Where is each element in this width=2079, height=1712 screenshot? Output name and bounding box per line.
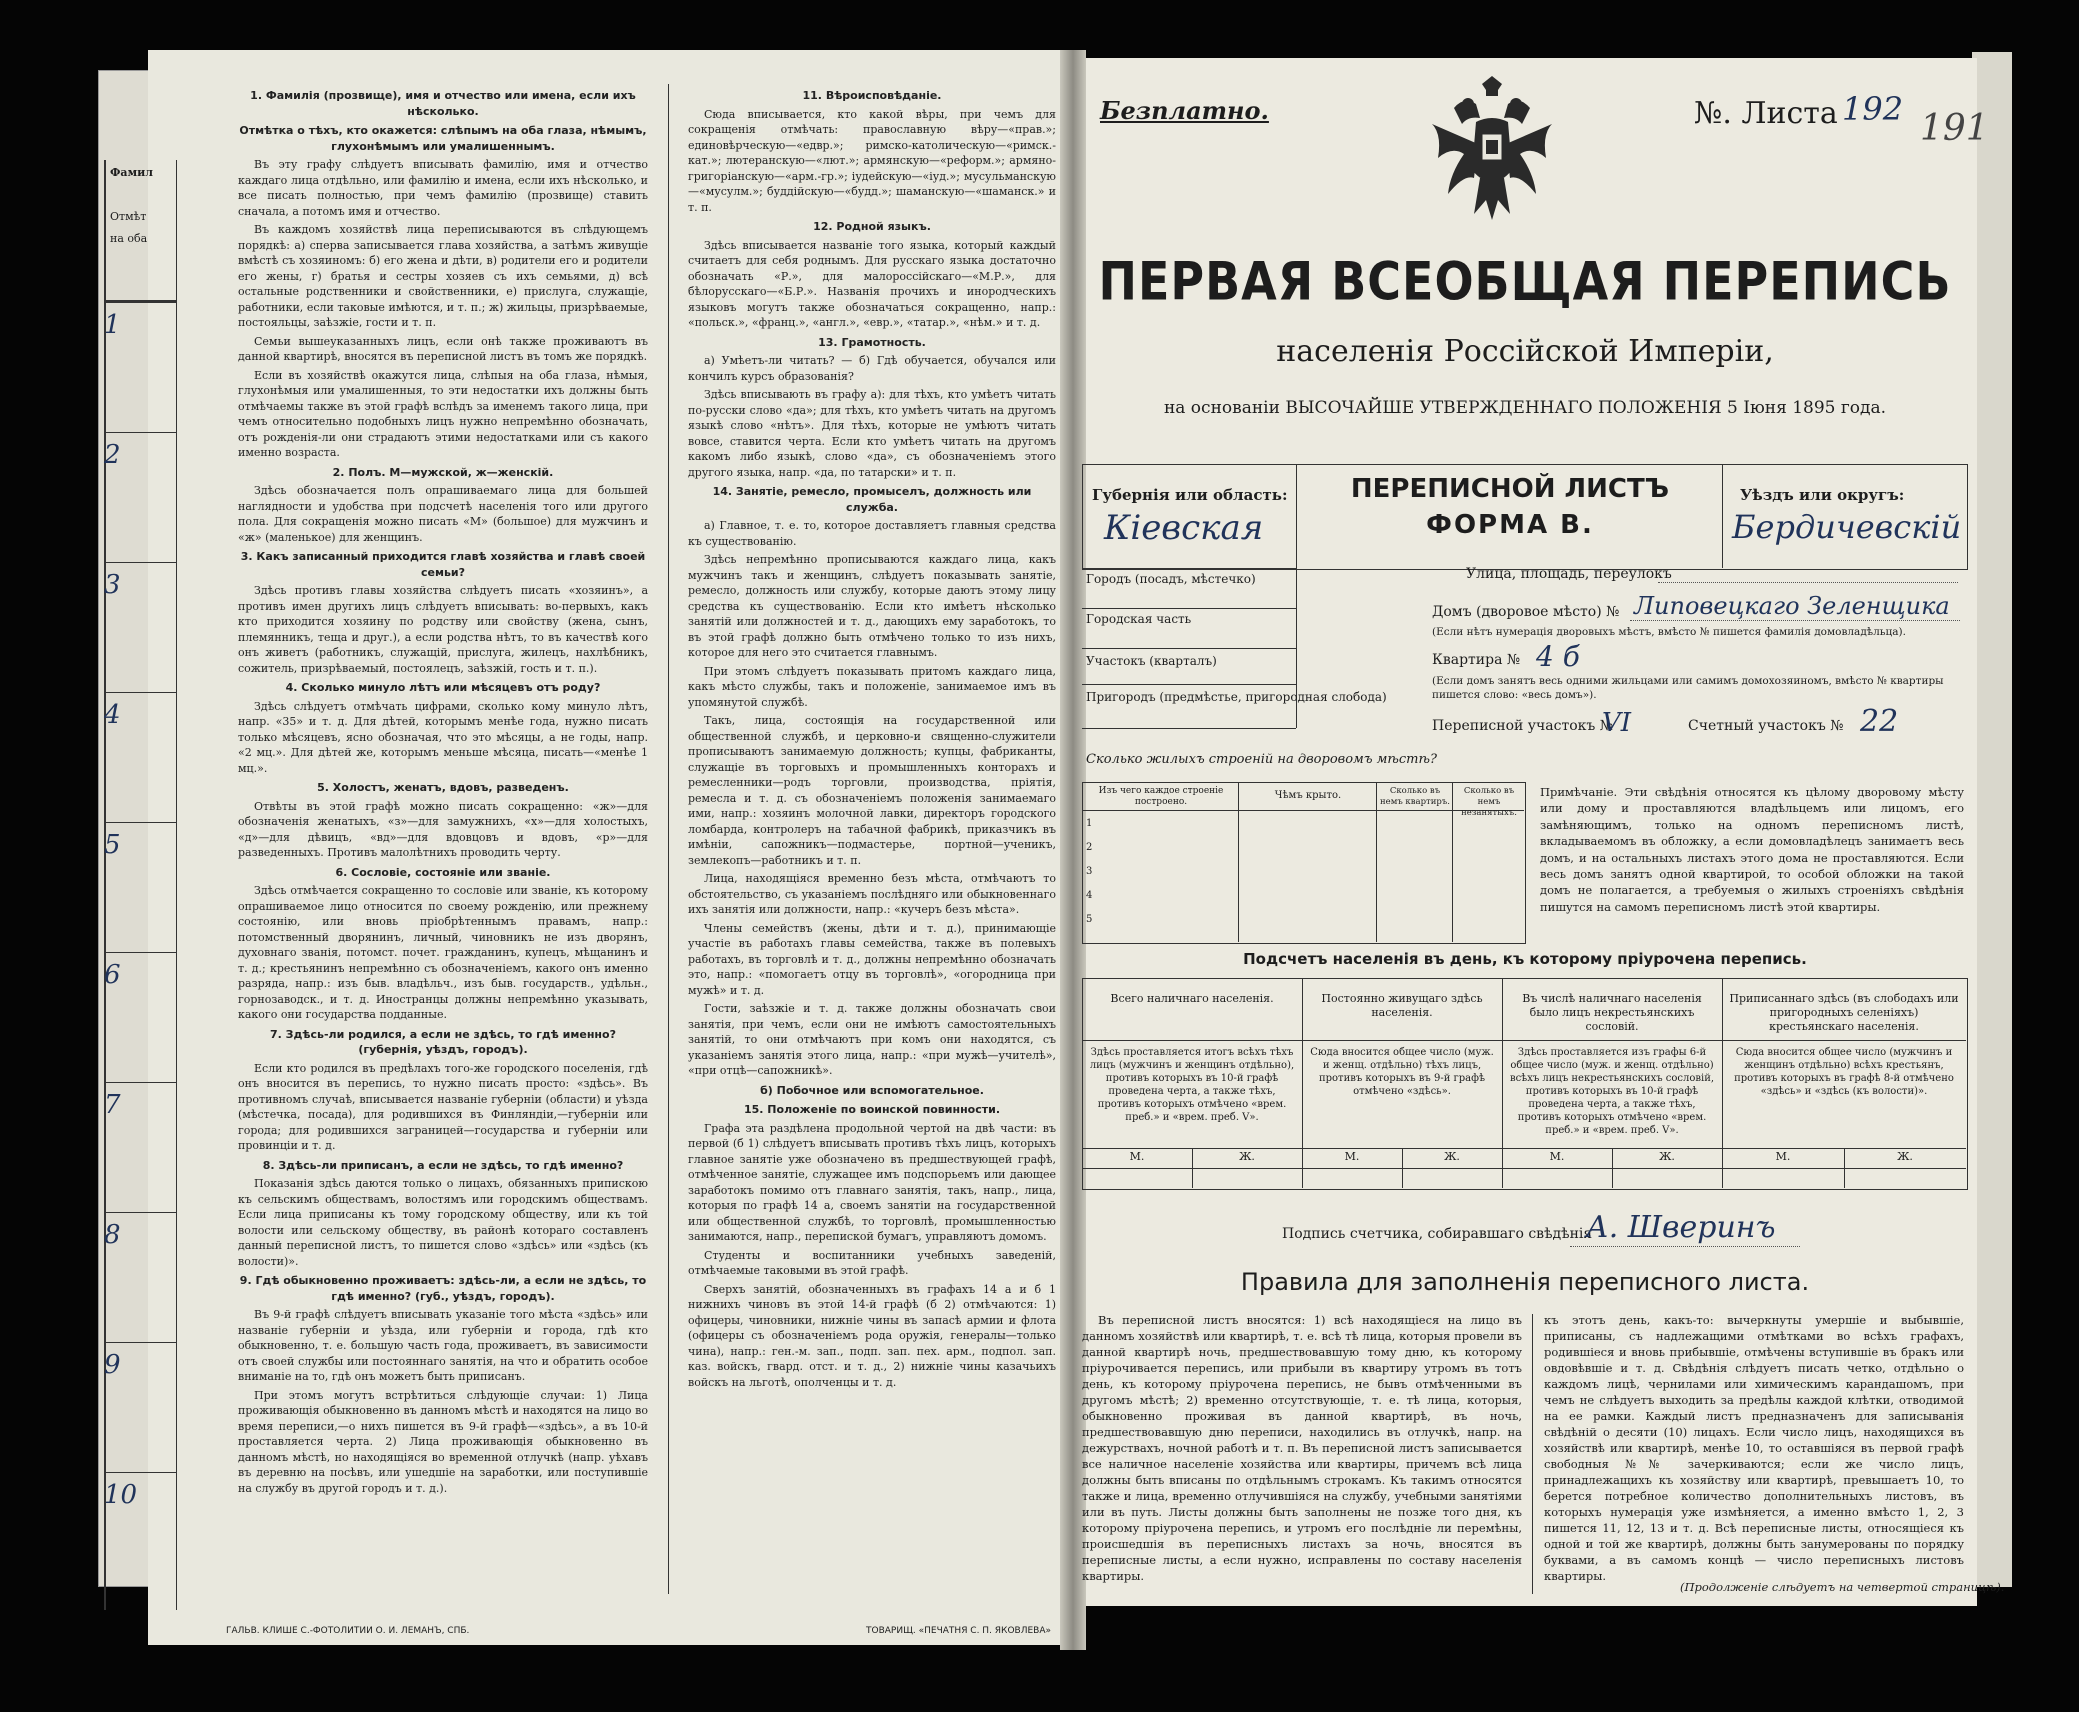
instruction-paragraph: Если въ хозяйствѣ окажутся лица, слѣпыя на оба глаза, нѣмыя, глухонѣмыя или умалишенныя, то эти недостатки ихъ должны быть отмѣчаемы также въ этой графѣ вслѣдъ за именемъ такого лица, при чемъ относительно подобныхъ лицъ нужно непремѣнно обозначать, отъ рожденія-ли они страдаютъ этими недостатками или съ какого именно возраста.	[238, 368, 648, 459]
signature-label: Подпись счетчика, собиравшаго свѣдѣнія	[1282, 1226, 1593, 1242]
instruction-paragraph: а) Главное, т. е. то, которое доставляетъ главныя средства къ существованію.	[688, 519, 1056, 548]
podschet-description: Здѣсь проставляется изъ графы 6-й общее число (муж. и женщ. отдѣльно) всѣхъ лицъ некрестьянскихъ сословій, противъ которыхъ въ 10-й графѣ проведена черта, а также тѣхъ, противъ которыхъ отмѣчено «врем. преб.» и «врем. преб. V».	[1509, 1047, 1715, 1136]
instruction-paragraph: Здѣсь отмѣчается сокращенно то сословіе или званіе, къ которому опрашиваемое лицо относится по своему рожденію, или прежнему состоянію, или вновь пріобрѣтеннымъ правамъ, напр.: потомственный дворянинъ, личный, чиновникъ не изъ дворянъ, духовнаго званія, потомст. почет. гражданинъ, купецъ, мѣщанинъ и т. д.; крестьянинъ непремѣнно съ обозначеніемъ, какого онъ именно разряда, напр.: изъ быв. владѣльч., изъ быв. государств., удѣльн., горнозаводск., и т. д. Иностранцы должны непремѣнно указывать, какого они государства подданные.	[238, 884, 648, 1021]
kv-value: 4 б	[1536, 640, 1580, 673]
str-header-material: Изъ чего каждое строеніе построено.	[1098, 786, 1224, 807]
structure-row-number: 3	[1086, 866, 1093, 877]
form-label: ФОРМА В.	[1426, 510, 1594, 540]
census-subtitle: населенія Россійской Имперіи,	[1276, 334, 1774, 369]
sheet-number: 192	[1842, 90, 1904, 128]
female-column-label: Ж.	[1659, 1150, 1675, 1163]
podschet-description: Сюда вносится общее число (мужчинъ и женщинъ отдѣльно) всѣхъ крестьянъ, противъ которыхъ въ графѣ 8-й отмѣчено «здѣсь» и «здѣсь (къ волости)».	[1734, 1047, 1954, 1097]
stub-row-number: 3	[104, 570, 121, 600]
podschet-description: Сюда вносится общее число (муж. и женщ. отдѣльно) тѣхъ лицъ, противъ которыхъ въ 9-й графѣ отмѣчено «здѣсь».	[1310, 1047, 1494, 1097]
stub-row-number: 2	[104, 440, 121, 470]
instruction-heading: 6. Сословіе, состояніе или званіе.	[335, 865, 551, 879]
male-column-label: М.	[1129, 1150, 1145, 1163]
dom-note: (Если нѣтъ нумерація дворовыхъ мѣстъ, вмѣсто № пишется фамилія домовладѣльца).	[1432, 626, 1906, 638]
schet-label: Счетный участокъ №	[1688, 718, 1844, 734]
stub-row-number: 6	[104, 960, 121, 990]
instruction-heading: 9. Гдѣ обыкновенно проживаетъ: здѣсь-ли, а если не здѣсь, то гдѣ именно? (губ., уѣздъ, городъ).	[239, 1274, 647, 1303]
dom-label: Домъ (дворовое мѣсто) №	[1432, 604, 1620, 620]
instruction-paragraph: Отвѣты въ этой графѣ можно писать сокращенно: «ж»—для обозначенія женатыхъ, «з»—для замужнихъ, «х»—для холостыхъ, «д»—для дѣвицъ, «вд»—для вдовцовъ и вдовъ, «р»—для разведенныхъ. Противъ малолѣтнихъ проводить черту.	[238, 799, 648, 859]
instruction-paragraph: Сюда вписывается, кто какой вѣры, при чемъ для сокращенія отмѣчать: православную вѣру—«прав.»; единовѣрческую—«едвр.»; римско-католическую—«римск.-кат.»; лютеранскую—«лют.»; армянскую—«реформ.»; армяно-григоріанскую—«арм.-гр.»; іудейскую—«іуд.»; мусульманскую—«мусулм.»; буддійскую—«будд.»; шаманскую—«шаманск.» и т. п.	[688, 107, 1056, 214]
stub-row-number: 1	[104, 310, 121, 340]
stub-row-number: 8	[104, 1220, 121, 1250]
instruction-paragraph: Здѣсь обозначается полъ опрашиваемаго лица для большей наглядности и удобства при подсчетѣ населенія того или другого пола. Для сокращенія можно писать «М» (большое) для мужчинъ и «ж» (маленькое) для женщинъ.	[238, 484, 648, 544]
back-sheet-edge	[1972, 52, 2012, 1587]
podschet-header: Приписаннаго здѣсь (въ слободахъ или пригородныхъ селеніяхъ) крестьянскаго населенія.	[1729, 992, 1959, 1033]
instruction-paragraph: Здѣсь непремѣнно прописываются каждаго лица, какъ мужчинъ такъ и женщинъ, слѣдуетъ показывать занятіе, ремесло, должность или службу, которые даютъ этому лицу средства къ существованію. Если кто имѣетъ нѣсколько занятій или должностей и т. д., дающихъ ему заработокъ, то въ этой графѣ должно быть отмѣчено только то изъ нихъ, которое для него это считается главнымъ.	[688, 553, 1056, 659]
stub-row-number: 7	[104, 1090, 121, 1120]
stub-header-3: на оба	[110, 232, 148, 245]
structure-row-number: 1	[1086, 818, 1093, 829]
instruction-paragraph: Члены семействъ (жены, дѣти и т. д.), принимающіе участіе въ работахъ главы семейства, также въ полевыхъ работахъ, въ торговлѣ и т. д., должны непремѣнно обозначать это, напр.: «помогаетъ отцу въ торговлѣ», «огородница при мужѣ» и т. д.	[688, 921, 1056, 997]
prigorod-label: Пригородъ (предмѣстье, пригородная слобода)	[1086, 690, 1387, 704]
stub-table	[104, 160, 177, 1610]
dom-value: Липовецкаго Зеленщика	[1634, 592, 1950, 620]
instruction-paragraph: Въ эту графу слѣдуетъ вписывать фамилію, имя и отчество каждаго лица отдѣльно, или фамилію и имена, если ихъ нѣсколько, и все писать полностью, при чемъ фамилію (прозвище) ставить сначала, а потомъ имя и отчество.	[238, 158, 648, 218]
instruction-paragraph: Въ каждомъ хозяйствѣ лица переписываются въ слѣдующемъ порядкѣ: а) сперва записывается глава хозяйства, а затѣмъ живущіе вмѣстѣ съ хозяиномъ: б) его жена и дѣти, в) родители его и родители его жены, г) братья и сестры хозяев съ ихъ семьями, д) всѣ остальные родственники и свойственники, е) прислуга, служащіе, работники, если таковые имѣются, и т. п.; ж) жильцы, призрѣваемые, постояльцы, заѣзжіе, гости и т. п.	[238, 223, 648, 329]
podschet-description: Здѣсь проставляется итогъ всѣхъ тѣхъ лицъ (мужчинъ и женщинъ отдѣльно), противъ которыхъ въ 10-й графѣ проведена черта, а также тѣхъ, противъ которыхъ отмѣчено «врем. преб.» и «врем. преб. V».	[1089, 1047, 1295, 1123]
instruction-paragraph: Здѣсь вписывають въ графу а): для тѣхъ, кто умѣетъ читать по-русски слово «да»; для тѣхъ, кто умѣетъ читать на другомъ языкѣ слово «нѣтъ». Для тѣхъ, которые не умѣютъ читать вовсе, ставится черта. Если кто умѣетъ читать на другомъ какомъ либо языкѣ, слово «да», съ обозначеніемъ этого другого языка, напр. «да, по татарски» и т. п.	[688, 388, 1056, 479]
instruction-paragraph: Въ 9-й графѣ слѣдуетъ вписывать указаніе того мѣста «здѣсь» или названіе губерніи и уѣзда, или губерніи и города, гдѣ кто обыкновенно, т. е. большую часть года, проживаетъ, въ зависимости отъ своей службы или постояннаго занятія, на что и обратить особое вниманіе на то, гдѣ онъ можетъ быть приписанъ.	[238, 1308, 648, 1383]
podschet-header: Въ числѣ наличнаго населенія было лицъ некрестьянскихъ сословій.	[1522, 992, 1702, 1033]
instruction-paragraph: Семьи вышеуказанныхъ лицъ, если онѣ также проживаютъ въ данной квартирѣ, вносятся въ переписной листъ въ томъ же порядкѣ.	[238, 334, 648, 363]
uezd-label: Уѣздъ или округъ:	[1740, 486, 1905, 504]
column-divider	[668, 84, 669, 1594]
schet-value: 22	[1860, 704, 1899, 739]
instruction-paragraph: Гости, заѣзжіе и т. д. также должны обозначать свои занятія, при чемъ, если они не имѣютъ самостоятельныхъ занятій, то они отмѣчаютъ при комъ они находятся, съ указаніемъ занятія этого лица, напр.: «при мужѣ—учителѣ», «при отцѣ—сапожникѣ».	[688, 1002, 1056, 1077]
instruction-paragraph: а) Умѣетъ-ли читать? — б) Гдѣ обучается, обучался или кончилъ курсъ образованія?	[688, 354, 1056, 383]
primechanie-note: Примѣчаніе. Эти свѣдѣнія относятся къ цѣлому дворовому мѣсту или дому и проставляются владѣльцемъ или лицомъ, его замѣняющимъ, только на одномъ переписномъ листѣ, вкладываемомъ въ обложку, а если домовладѣлецъ занимаетъ весь домъ, и на остальныхъ листахъ этого дома не проставляются. Если весь домъ занятъ одной квартирой, то особой обложки на такой домъ не полагается, а требуемыя о жилыхъ строеніяхъ свѣдѣнія пишутся на самомъ переписномъ листѣ этой квартиры.	[1540, 785, 1964, 914]
instruction-heading: 15. Положеніе по воинской повинности.	[743, 1103, 1001, 1116]
gubernia-value: Кіевская	[1104, 508, 1264, 548]
sheet-number-label: №. Листа	[1694, 96, 1838, 131]
stub-header-2: Отмѣт	[110, 210, 147, 223]
zhilyh-label: Сколько жилыхъ строеній на дворовомъ мѣстѣ?	[1086, 752, 1437, 767]
instruction-paragraph: При этомъ слѣдуетъ показывать притомъ каждаго лица, какъ мѣсто службы, такъ и положеніе, занимаемое имъ въ упомянутой службѣ.	[688, 664, 1056, 709]
gubernia-label: Губернія или область:	[1092, 486, 1288, 504]
instruction-heading: 12. Родной языкъ.	[813, 220, 931, 233]
instruction-heading: 2. Полъ. М—мужской, ж—женскій.	[332, 465, 554, 479]
instruction-paragraph: Здѣсь вписывается названіе того языка, который каждый считаетъ для себя роднымъ. Для русскаго языка достаточно обозначать «Р.», для малороссійскаго—«М.Р.», для бѣлорусскаго—«Б.Р.». Названія прочихъ и инородческихъ языковъ могутъ также обозначаться сокращенно, напр.: «польск.», «франц.», «англ.», «евр.», «татар.», «нѣм.» и т. д.	[688, 238, 1056, 329]
male-column-label: М.	[1344, 1150, 1360, 1163]
instruction-heading: 5. Холостъ, женатъ, вдовъ, разведенъ.	[317, 781, 569, 794]
corner-note: 191	[1920, 108, 1989, 149]
male-column-label: М.	[1549, 1150, 1565, 1163]
podschet-header: Постоянно живущаго здѣсь населенія.	[1321, 992, 1483, 1019]
instruction-paragraph: Студенты и воспитанники учебныхъ заведеній, отмѣчаемые таковыми въ этой графѣ.	[688, 1248, 1056, 1277]
uchastok-label: Участокъ (кварталъ)	[1086, 654, 1217, 668]
female-column-label: Ж.	[1444, 1150, 1460, 1163]
printer-credit-right: ТОВАРИЩ. «ПЕЧАТНЯ С. П. ЯКОВЛЕВА»	[866, 1626, 1051, 1636]
female-column-label: Ж.	[1239, 1150, 1255, 1163]
rules-title: Правила для заполненія переписного листа.	[1240, 1268, 1810, 1296]
kv-label: Квартира №	[1432, 652, 1521, 668]
instruction-heading: 14. Занятіе, ремесло, промыселъ, должность или служба.	[712, 485, 1032, 514]
signature-value: А. Шверинъ	[1586, 1210, 1776, 1245]
instruction-paragraph: Лица, находящіяся временно безъ мѣста, отмѣчаютъ то обстоятельство, съ указаніемъ послѣдняго или обыкновеннаго ихъ занятія или должности, напр.: «кучеръ безъ мѣста».	[688, 872, 1056, 916]
instruction-heading: 13. Грамотность.	[818, 335, 926, 349]
instruction-heading: б) Побочное или вспомогательное.	[760, 1083, 984, 1097]
female-column-label: Ж.	[1897, 1150, 1913, 1163]
structure-row-number: 2	[1086, 842, 1093, 853]
instruction-heading: 3. Какъ записанный приходится главѣ хозяйства и главѣ своей семьи?	[240, 550, 646, 579]
stub-row-number: 9	[104, 1350, 121, 1380]
instruction-heading: 7. Здѣсь-ли родился, а если не здѣсь, то гдѣ именно? (губернія, уѣздъ, городъ).	[270, 1027, 616, 1056]
stub-row-number: 4	[104, 700, 121, 730]
structure-row-number: 4	[1086, 890, 1093, 901]
stub-header-1: Фамил	[110, 166, 154, 179]
rules-continued: (Продолженіе слѣдуетъ на четвертой страницѣ).	[1680, 1580, 2005, 1594]
census-basis: на основаніи ВЫСОЧАЙШЕ УТВЕРЖДЕННАГО ПОЛОЖЕНІЯ 5 Іюня 1895 года.	[1163, 398, 1887, 418]
instruction-heading: 11. Вѣроисповѣданіе.	[802, 89, 942, 102]
str-header-apartments: Сколько въ немъ квартиръ.	[1380, 786, 1450, 807]
instruction-paragraph: При этомъ могутъ встрѣтиться слѣдующіе случаи: 1) Лица проживающія обыкновенно въ данномъ мѣстѣ и находятся на лицо во время переписи,—о нихъ пишется въ 9-й графѣ—«здѣсь», а въ 10-й проставляется черта. 2) Лица проживающія обыкновенно въ данномъ мѣстѣ, но находящіяся во временной отлучкѣ (напр. уѣхавъ въ деревню на посѣвъ, или ушедшіе на заработки, или поступившіе на службу въ другой городъ и т. д.).	[238, 1388, 648, 1495]
instruction-paragraph: Графа эта раздѣлена продольной чертой на двѣ части: въ первой (б 1) слѣдуетъ вписывать противъ тѣхъ лицъ, которыхъ главное занятіе уже обозначено въ предшествующей графѣ, отмѣченное занятіе, служащее имъ подспорьемъ или дающее заработокъ помимо отъ главнаго занятія, такъ, напр., лица, которыя по графѣ 14 а, своемъ занятіи на государственной или общественной службѣ, то торговлѣ, промышленностью занимаются, напр., перепиской бумагъ, управляютъ домомъ.	[688, 1121, 1056, 1243]
chast-label: Городская часть	[1086, 612, 1192, 626]
imperial-eagle-emblem	[1424, 74, 1560, 224]
uezd-value: Бердичевскій	[1732, 508, 1962, 546]
podschet-title: Подсчетъ населенія въ день, къ которому пріурочена перепись.	[1243, 950, 1807, 968]
str-header-vacant: Сколько въ немъ незанятыхъ.	[1461, 786, 1517, 818]
instruction-heading: 8. Здѣсь-ли приписанъ, а если не здѣсь, то гдѣ именно?	[262, 1158, 624, 1172]
street-label: Улица, площадь, переулокъ	[1466, 566, 1672, 582]
instructions-column-2	[688, 84, 1056, 1614]
stub-row-number: 10	[104, 1480, 138, 1510]
instruction-paragraph: Если кто родился въ предѣлахъ того-же городского поселенія, гдѣ онъ вносится въ перепись, то нужно писать просто: «здѣсь». Въ противномъ случаѣ, вписывается названіе губерніи (области) и уѣзда (мѣстечка, посада), для родившихся въ Финляндіи,—губерніи или города; для родившихся заграницей—государства и губерніи или провинціи и т. д.	[238, 1061, 648, 1152]
kv-note: (Если домъ занятъ весь одними жильцами или самимъ домохозяиномъ, вмѣсто № квартиры пишется слово: «весь домъ»).	[1432, 675, 1944, 701]
stub-row-number: 5	[104, 830, 121, 860]
instruction-paragraph: Здѣсь слѣдуетъ отмѣчать цифрами, сколько кому минуло лѣтъ, напр. «35» и т. д. Для дѣтей, которымъ менѣе года, нужно писать только мѣсяцевъ, ясно обозначая, что это мѣсяцы, а не годы, напр. «2 мц.». Для дѣтей же, которымъ меньше мѣсяца, писать—«менѣе 1 мц.».	[238, 699, 648, 775]
male-column-label: М.	[1775, 1150, 1791, 1163]
instruction-paragraph: Сверхъ занятій, обозначенныхъ въ графахъ 14 а и б 1 нижнихъ чиновъ въ этой 14-й графѣ (б 2) отмѣчаются: 1) офицеры, чиновники, нижніе чины въ запасѣ армии и флота (офицеры съ обозначеніемъ рода оружія, генералы—только чина), напр.: ген.-м. зап., подп. зап. пех. арм., подпол. зап. каз. войскъ, гвард. отст. и т. д., 2) нижніе чины казачьихъ войскъ на льготѣ, ополченцы и т. д.	[688, 1282, 1056, 1389]
instruction-paragraph: Такъ, лица, состоящія на государственной или общественной службѣ, и церковно-и священно-служители прописываютъ занимаемую должность; купцы, фабриканты, служащіе въ торговыхъ и промышленныхъ конторахъ и ремесленники—родъ торговли, производства, пріятія, ремесла и т. д. съ обозначеніемъ положенія занимаемаго ими, напр.: хозяинъ молочной лавки, директоръ городского ломбарда, контролеръ на табачной фабрикѣ, приказчикъ въ имѣніи, сапожникъ—подмастерье, портной—ученикъ, землекопъ—работникъ и т. п.	[688, 714, 1056, 867]
gorod-label: Городъ (посадъ, мѣстечко)	[1086, 572, 1256, 586]
census-title: ПЕРВАЯ ВСЕОБЩАЯ ПЕРЕПИСЬ	[1098, 249, 1952, 313]
perepis-value: VI	[1602, 708, 1632, 738]
instruction-heading: 4. Сколько минуло лѣтъ или мѣсяцевъ отъ роду?	[285, 681, 601, 694]
podschet-header: Всего наличнаго населенія.	[1110, 992, 1274, 1005]
sheet-title: ПЕРЕПИСНОЙ ЛИСТЪ	[1350, 474, 1670, 504]
instruction-heading: 1. Фамилія (прозвище), имя и отчество или имена, если ихъ нѣсколько.	[250, 89, 636, 118]
structure-row-number: 5	[1086, 914, 1093, 925]
rules-right-text: къ этотъ день, какъ-то: вычеркнуты умершіе и выбывшіе, приписаны, съ надлежащими отмѣтками во всѣхъ графахъ, родившіеся и вновь прибывшіе, отмѣчены вступившіе въ бракъ или овдовѣвшіе и т. д. Свѣдѣнія слѣдуетъ писать четко, отдѣльно о каждомъ лицѣ, чернилами или химическимъ карандашомъ, при чемъ не слѣдуетъ выходить за предѣлы каждой клѣтки, отводимой на ее рамки. Каждый листъ предназначенъ для записыванія свѣдѣній о десяти (10) лицахъ. Если число лицъ, находящихся въ хозяйствѣ или квартирѣ, менѣе 10, то оставшіяся въ первой графѣ свободныя №№ зачеркиваются; если же число лицъ, принадлежащихъ къ хозяйству или квартирѣ, превышаетъ 10, то берется потребное количество дополнительныхъ листовъ, въ которыхъ нумерація уже измѣняется, а именно вмѣсто 1, 2, 3 пишется 11, 12, 13 и т. д. Всѣ переписные листы, относящіеся къ одной и той же квартирѣ, должны быть занумерованы по порядку буквами, а въ самомъ концѣ — число переписныхъ листовъ квартиры.	[1544, 1313, 1964, 1583]
perepis-label: Переписной участокъ №	[1432, 718, 1613, 734]
free-label: Безплатно.	[1100, 96, 1269, 125]
instructions-column-1	[238, 84, 648, 1614]
rules-left-text: Въ переписной листъ вносятся: 1) всѣ находящіеся на лицо въ данномъ хозяйствѣ или квартирѣ, т. е. всѣ тѣ лица, которыя провели въ данной квартирѣ ночь, предшествовавшую тому дню, къ которому пріурочивается перепись, или прибыли въ квартиру утромъ въ тотъ день, къ которому пріурочена перепись, не бывъ отмѣченными въ другомъ мѣстѣ; 2) временно отсутствующіе, т. е. тѣ лица, которыя, обыкновенно проживая въ данной квартирѣ, въ ночь, предшествовавшую дню переписи, находились въ отлучкѣ, напр. на дежурствахъ, ночной работѣ и т. п. Въ переписной листъ записывается все наличное населеніе хозяйства или квартиры, причемъ всѣ лица должны быть вписаны по отдѣльнымъ строкамъ. Къ такимъ относятся также и лица, временно отлучившіяся на службу, учебными занятіями или въ путь. Листы должны быть заполнены не позже того дня, къ которому пріурочена перепись, и утромъ его послѣдніе ли перемѣны, происшедшія въ переписныхъ листахъ за ночь, вносятся въ переписные листы, а если нужно, исправлены по составу населенія квартиры.	[1082, 1313, 1522, 1583]
printer-credit-left: ГАЛЬВ. КЛИШЕ С.-ФОТОЛИТИИ О. И. ЛЕМАНЪ, СПБ.	[226, 1626, 470, 1636]
str-header-roof: Чѣмъ крыто.	[1274, 790, 1342, 801]
instruction-paragraph: Показанія здѣсь даются только о лицахъ, обязанныхъ припискою къ сельскимъ обществамъ, волостямъ или городскимъ обществамъ. Если лица приписаны къ тому городскому обществу, или къ той волости или сельскому обществу, въ районѣ котораго составленъ данный переписной листъ, то пишется слово «здѣсь» или «здѣсь (къ волости)».	[238, 1177, 648, 1268]
instruction-paragraph: Здѣсь противъ главы хозяйства слѣдуетъ писать «хозяинъ», а противъ имен другихъ лицъ слѣдуетъ вписывать: во-первыхъ, какъ кто приходится хозяину по родству или свойству (жена, сынъ, племянникъ, теща и друг.), а если родства нѣтъ, то въ качествѣ кого онъ живетъ (работникъ, служащій, прислуга, жилецъ, нахлѣбникъ, сожитель, призрѣваемый, постоялецъ, заѣзжій, гость и т. п.).	[238, 584, 648, 675]
instruction-heading: Отмѣтка о тѣхъ, кто окажется: слѣпымъ на оба глаза, нѣмымъ, глухонѣмымъ или умалишеннымъ.	[239, 124, 647, 153]
